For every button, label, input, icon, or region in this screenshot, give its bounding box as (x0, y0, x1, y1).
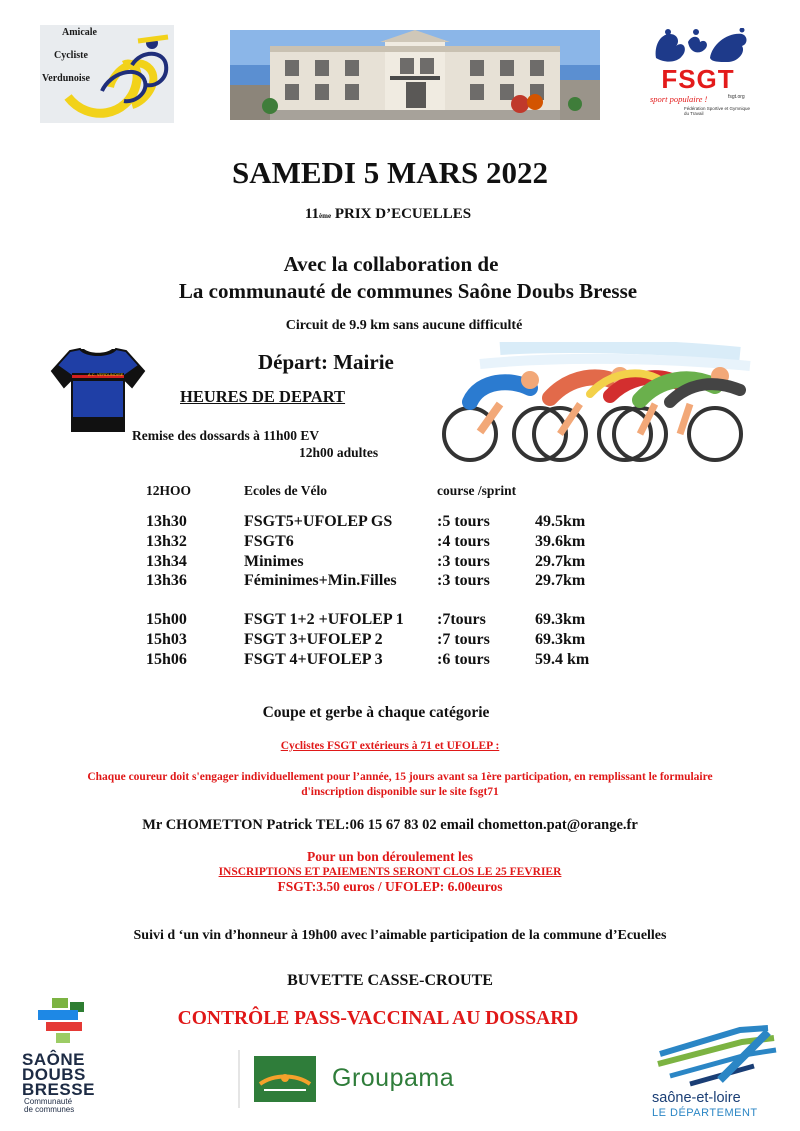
engagement-notice: Chaque coureur doit s'engager individuellement pour l’année, 15 jours avant sa 1ère participation, en remplissant le formulaire d'inscription disponible sur le site fsgt71 (87, 771, 713, 799)
saone-et-loire-emblem-icon (650, 1024, 780, 1088)
schedule-time: 15h06 (146, 651, 187, 668)
schedule-time: 13h30 (146, 513, 187, 530)
edition-title (0, 206, 776, 223)
circuit-description: Circuit de 9.9 km sans aucune difficulté (285, 318, 523, 333)
team-jersey-image (50, 345, 146, 437)
inscriptions-deadline: INSCRIPTIONS ET PAIEMENTS SERONT CLOS LE 25 FEVRIER (218, 866, 562, 878)
sdb-word-3: BRESSE (22, 1080, 95, 1099)
sdb-sub-1: Communauté (24, 1097, 73, 1106)
collaboration-line-2: La communauté de communes Saône Doubs Bresse (178, 279, 638, 303)
schedule-time: 13h34 (146, 553, 187, 570)
schedule-category: FSGT 4+UFOLEP 3 (244, 651, 383, 668)
contact-line: Mr CHOMETTON Patrick TEL:06 15 67 83 02 email chometton.pat@orange.fr (142, 817, 638, 833)
saone-et-loire-name: saône-et-loire (652, 1090, 741, 1106)
sdb-sub-2: de communes (24, 1105, 75, 1114)
saone-doubs-bresse-logo (22, 996, 102, 1114)
tarif-line: FSGT:3.50 euros / UFOLEP: 6.00euros (277, 879, 503, 894)
fsgt-word: FSGT (661, 64, 735, 94)
sdb-word-2: DOUBS (22, 1065, 86, 1084)
buvette-text: BUVETTE CASSE-CROUTE (287, 972, 493, 989)
cycliste-word: Cycliste (54, 50, 88, 61)
schedule-category: Féminimes+Min.Filles (244, 572, 397, 589)
schedule-head-category: Ecoles de Vélo (244, 483, 327, 498)
schedule-laps: :4 tours (437, 533, 490, 550)
jersey-text: A.C. VERDUNOISE (88, 372, 124, 377)
schedule-distance: 69.3km (535, 611, 586, 628)
fsgt-logo (648, 28, 752, 116)
amicale-word: Amicale (62, 27, 97, 38)
schedule-distance: 49.5km (535, 513, 586, 530)
schedule-category: FSGT 3+UFOLEP 2 (244, 631, 383, 648)
fsgt-federation: Fédération Sportive et Gymnique du Travail (684, 106, 751, 116)
schedule-head-time: 12HOO (146, 483, 192, 498)
fsgt-url: fsgt.org (728, 94, 745, 100)
schedule-laps: :6 tours (437, 651, 490, 668)
event-date: SAMEDI 5 MARS 2022 (231, 155, 549, 190)
schedule-category: FSGT5+UFOLEP GS (244, 513, 393, 530)
groupama-emblem-icon (254, 1056, 316, 1102)
schedule-distance: 69.3km (535, 631, 586, 648)
schedule-laps: :7tours (437, 611, 486, 628)
schedule-distance: 29.7km (535, 553, 586, 570)
saone-et-loire-logo (650, 1024, 780, 1120)
schedule-category: Minimes (244, 553, 304, 570)
sdb-word-1: SAÔNE (22, 1050, 85, 1069)
remise-line-1: Remise des dossards à 11h00 EV (132, 428, 320, 443)
schedule-laps: :5 tours (437, 513, 490, 530)
cyclists-illustration (440, 342, 755, 464)
remise-line-2: 12h00 adultes (299, 445, 379, 460)
vin-honneur: Suivi d ‘un vin d’honneur à 19h00 avec l’aimable participation de la commune d’Ecuelles (133, 928, 667, 943)
schedule-laps: :7 tours (437, 631, 490, 648)
verdunoise-word: Verdunoise (42, 73, 90, 84)
collaboration-line-1: Avec la collaboration de (283, 252, 499, 276)
exterieurs-heading: Cyclistes FSGT extérieurs à 71 et UFOLEP : (280, 740, 500, 752)
schedule-category: FSGT 1+2 +UFOLEP 1 (244, 611, 404, 628)
heures-heading: HEURES DE DEPART (180, 387, 346, 406)
schedule-time: 15h03 (146, 631, 187, 648)
schedule-laps: :3 tours (437, 553, 490, 570)
groupama-word: Groupama (332, 1064, 455, 1092)
edition-superscript: ème (319, 212, 332, 220)
schedule-time: 13h36 (146, 572, 187, 589)
edition-name: PRIX D’ECUELLES (331, 206, 472, 222)
schedule-time: 15h00 (146, 611, 187, 628)
schedule-distance: 59.4 km (535, 651, 590, 668)
depart-location: Départ: Mairie (258, 350, 394, 374)
saone-et-loire-dept: LE DÉPARTEMENT (652, 1107, 758, 1119)
schedule-distance: 29.7km (535, 572, 586, 589)
amicale-cycliste-logo (40, 25, 174, 123)
schedule-time: 13h32 (146, 533, 187, 550)
schedule-category: FSGT6 (244, 533, 294, 550)
sdb-emblem-icon (32, 996, 92, 1046)
fsgt-figures-icon (648, 28, 752, 68)
fsgt-slogan: sport populaire ! (650, 94, 708, 104)
edition-number: 11 (304, 206, 320, 222)
coupe-text: Coupe et gerbe à chaque catégorie (262, 704, 490, 721)
schedule-head-type: course /sprint (437, 483, 517, 498)
pass-vaccinal-notice: CONTRÔLE PASS-VACCINAL AU DOSSARD (177, 1008, 579, 1029)
mairie-photo (230, 30, 600, 120)
schedule-laps: :3 tours (437, 572, 490, 589)
groupama-logo (238, 1050, 514, 1108)
bon-deroulement: Pour un bon déroulement les (306, 849, 474, 864)
schedule-distance: 39.6km (535, 533, 586, 550)
